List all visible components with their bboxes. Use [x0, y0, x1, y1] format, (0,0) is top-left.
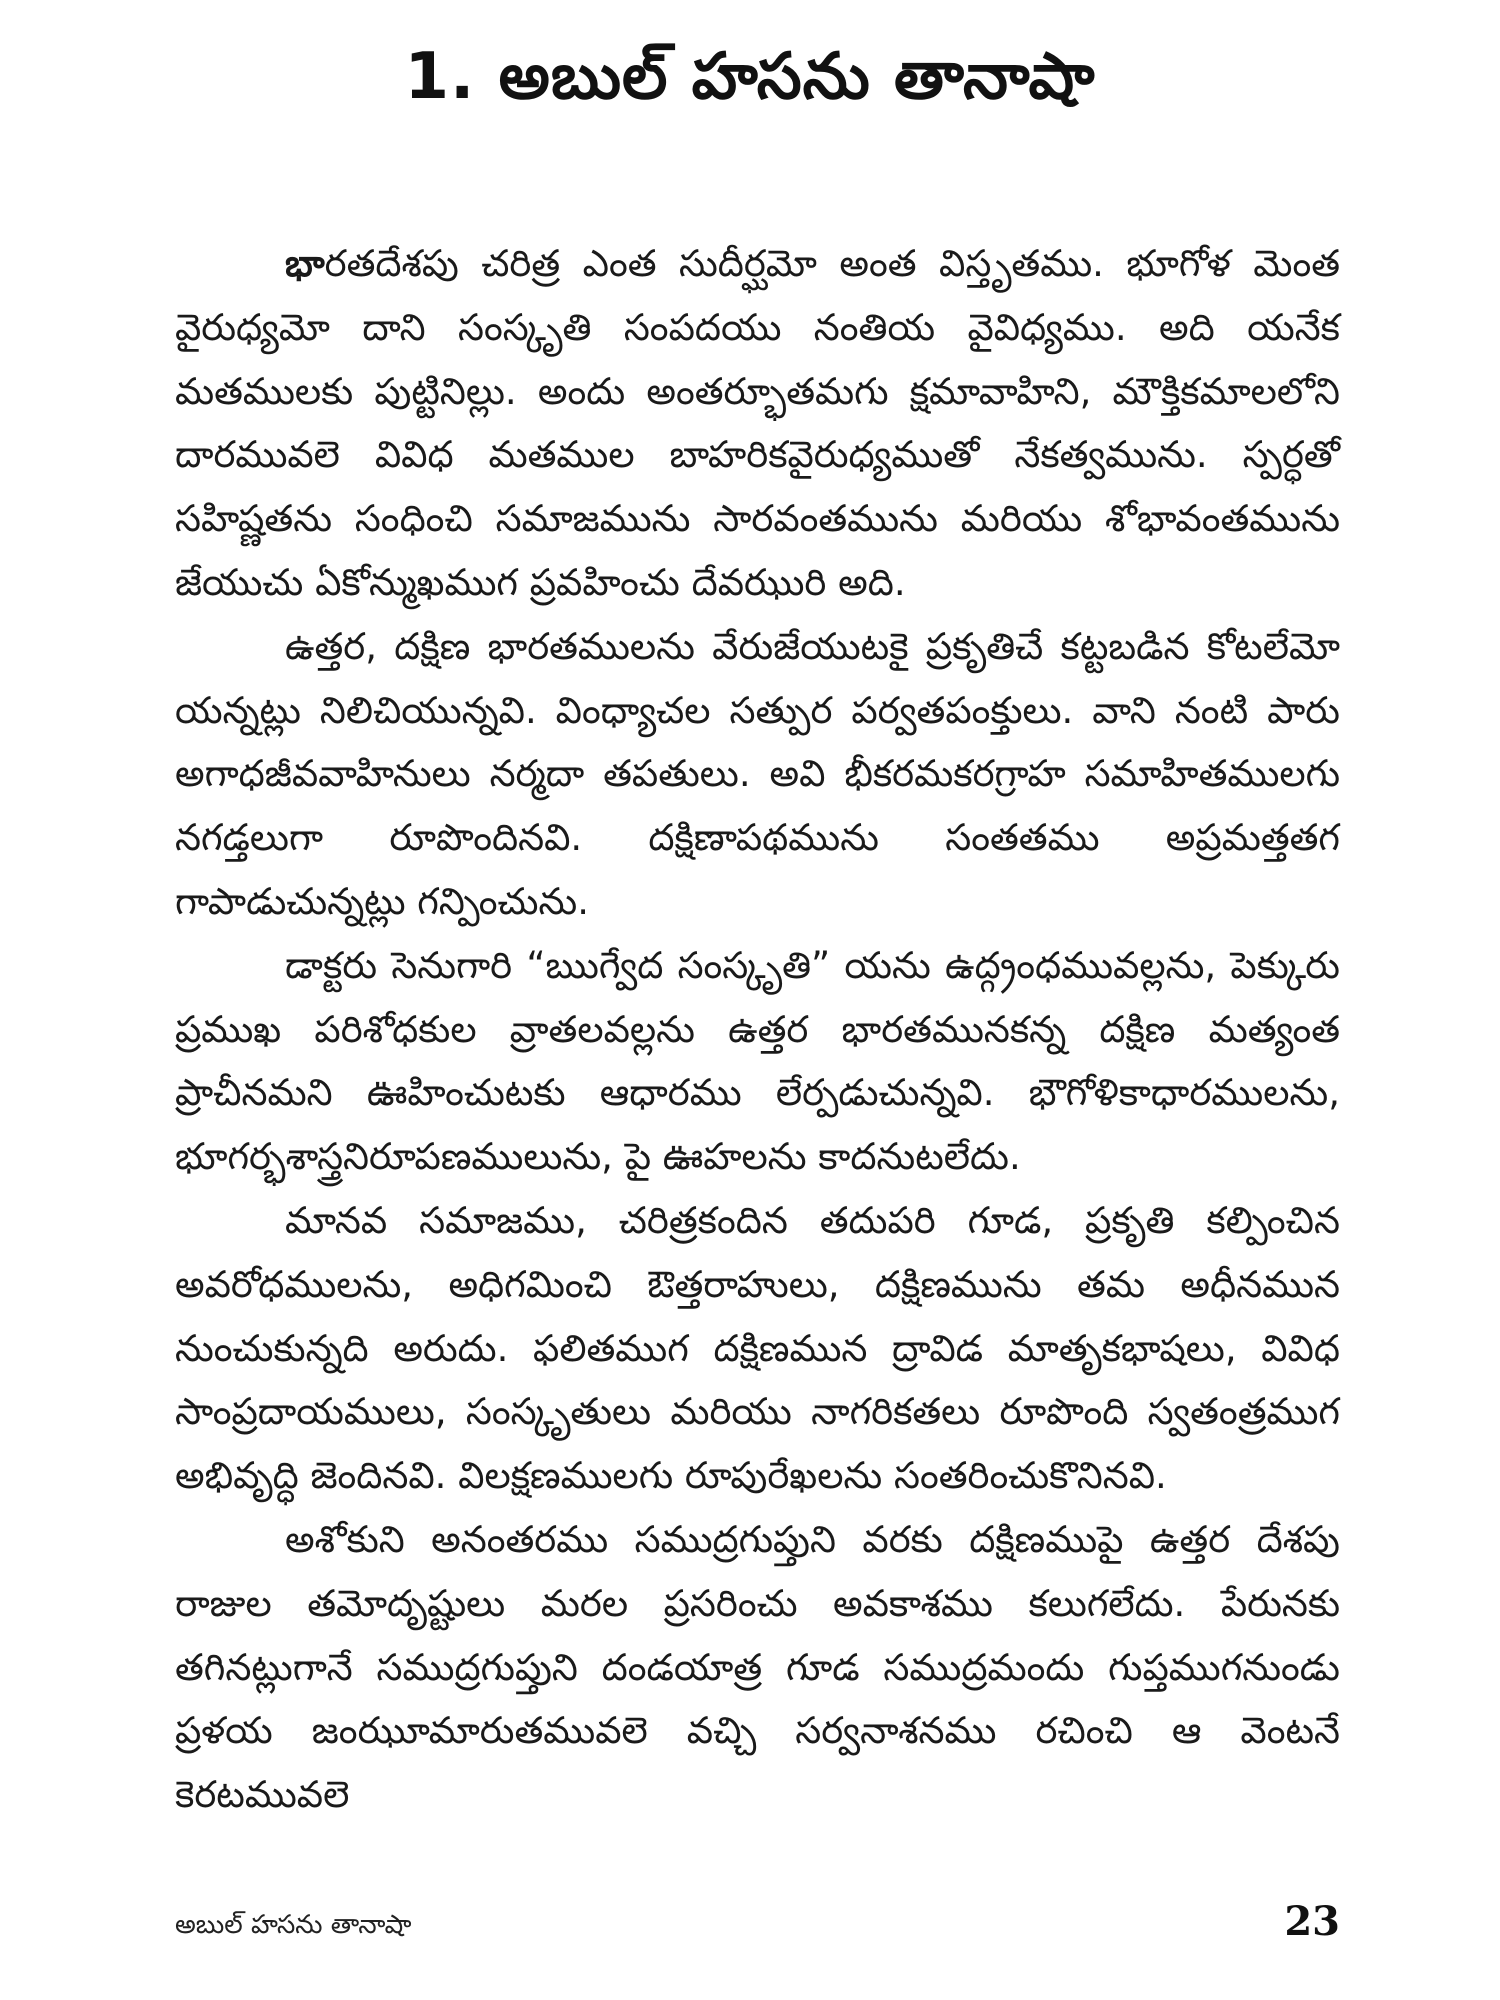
- page-number: 23: [1284, 1898, 1340, 1945]
- paragraph-2: [175, 615, 1340, 934]
- chapter-body: [175, 232, 1340, 1827]
- paragraph-3: [175, 934, 1340, 1189]
- paragraph-text: ఉత్తర, దక్షిణ భారతములను వేరుజేయుటకై ప్రకృతిచే కట్టబడిన కోటలేమో యన్నట్లు నిలిచియున్నవి. వింధ్యాచల సత్పుర పర్వతపంక్తులు. వాని నంటి పారు అగాధజీవవాహినులు నర్మదా తపతులు. అవి భీకరమకరగ్రాహ సమాహితములగు నగడ్తలుగా రూపొందినవి. దక్షిణాపథమును సంతతము అప్రమత్తతగ గాపాడుచున్నట్లు గన్పించును.: [175, 624, 1340, 923]
- page-footer: [175, 1898, 1340, 1958]
- drop-lead: భా: [285, 242, 325, 285]
- paragraph-5: [175, 1508, 1340, 1827]
- paragraph-1: [175, 232, 1340, 615]
- running-head: అబుల్ హసను తానాషా: [175, 1910, 412, 1940]
- paragraph-text: రతదేశపు చరిత్ర ఎంత సుదీర్ఘమో అంత విస్తృతము. భూగోళ మెంత వైరుధ్యమో దాని సంస్కృతి సంపదయు నంతియ వైవిధ్యము. అది యనేక మతములకు పుట్టినిల్లు. అందు అంతర్భూతమగు క్షమావాహిని, మౌక్తికమాలలోని దారమువలె వివిధ మతముల బాహరికవైరుధ్యముతో నేకత్వమును. స్పర్ధతో సహిష్ణతను సంధించి సమాజమును సారవంతమును మరియు శోభావంతమును జేయుచు ఏకోన్ముఖముగ ప్రవహించు దేవఝురి అది.: [175, 242, 1340, 604]
- paragraph-4: [175, 1189, 1340, 1508]
- paragraph-text: అశోకుని అనంతరము సముద్రగుప్తుని వరకు దక్షిణముపై ఉత్తర దేశపు రాజుల తమోదృష్టులు మరల ప్రసరించు అవకాశము కలుగలేదు. పేరునకు తగినట్లుగానే సముద్రగుప్తుని దండయాత్ర గూడ సముద్రమందు గుప్తముగనుండు ప్రళయ జంఝూమారుతమువలె వచ్చి సర్వనాశనము రచించి ఆ వెంటనే కెరటమువలె: [175, 1517, 1340, 1817]
- paragraph-text: మానవ సమాజము, చరిత్రకందిన తదుపరి గూడ, ప్రకృతి కల్పించిన అవరోధములను, అధిగమించి ఔత్తరాహులు, దక్షిణమును తమ అధీనమున నుంచుకున్నది అరుదు. ఫలితముగ దక్షిణమున ద్రావిడ మాతృకభాషలు, వివిధ సాంప్రదాయములు, సంస్కృతులు మరియు నాగరికతలు రూపొంది స్వతంత్రముగ అభివృద్ధి జెందినవి. విలక్షణములగు రూపురేఖలను సంతరించుకొనినవి.: [175, 1198, 1340, 1498]
- chapter-title: 1. అబుల్ హసను తానాషా: [404, 40, 1096, 114]
- paragraph-text: డాక్టరు సెనుగారి “ఋగ్వేద సంస్కృతి” యను ఉద్గ్రంధమువల్లను, పెక్కురు ప్రముఖ పరిశోధకుల వ్రాతలవల్లను ఉత్తర భారతమునకన్న దక్షిణ మత్యంత ప్రాచీనమని ఊహించుటకు ఆధారము లేర్పడుచున్నవి. భౌగోళికాధారములను, భూగర్భశాస్త్రనిరూపణములును, పై ఊహలను కాదనుటలేదు.: [175, 943, 1340, 1179]
